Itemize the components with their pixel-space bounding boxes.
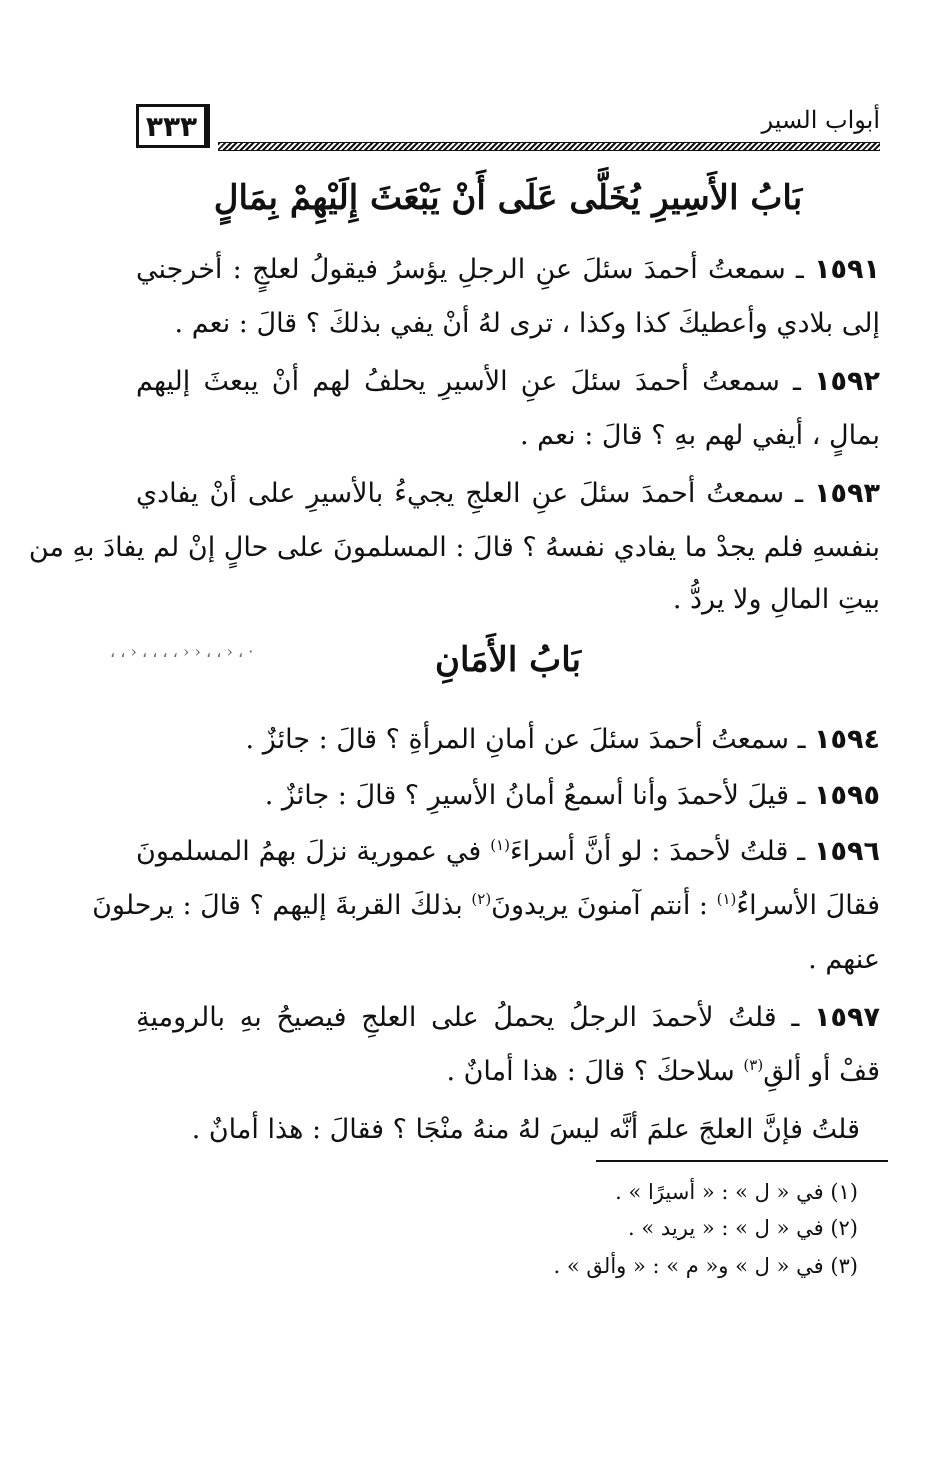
paragraph-1597-line-3: قلتُ فإنَّ العلجَ علمَ أنَّه ليسَ لهُ منهُ منْجَا ؟ فقالَ : هذا أمانٌ . (191, 1114, 860, 1145)
paragraph-text: ـ سمعتُ أحمدَ سئلَ عنِ العلجِ يجيءُ بالأسيرِ على أنْ يفادي (136, 478, 804, 509)
footnote-ref[interactable]: (٢) (471, 890, 492, 908)
footnote-3: (٣) في « ل » و« م » : « وألق » . (553, 1254, 858, 1278)
paragraph-1597-line-1 (136, 998, 880, 1038)
paragraph-text: فقالَ الأسراءُ (736, 890, 880, 921)
running-title: أبواب السير (761, 106, 880, 134)
paragraph-1596-line-2 (92, 886, 880, 926)
paragraph-1591-line-2: إلى بلادي وأعطيكَ كذا وكذا ، ترى لهُ أنْ يفي بذلكَ ؟ قالَ : نعم . (174, 308, 880, 339)
footnote-2: (٢) في « ل » : « يريد » . (628, 1216, 858, 1240)
paragraph-text: ـ قيلَ لأحمدَ وأنا أسمعُ أمانُ الأسيرِ ؟ قالَ : جائزٌ . (264, 780, 806, 811)
paragraph-number: ١٥٩٤ (814, 724, 880, 755)
paragraph-1593-line-2: بنفسهِ فلم يجدْ ما يفادي نفسهُ ؟ قالَ : المسلمونَ على حالٍ إنْ لم يفادَ بهِ من (28, 532, 880, 563)
footnote-ref[interactable]: (٣) (743, 1056, 764, 1074)
chapter-title-captive: بَابُ الأَسِيرِ يُخَلَّى عَلَى أَنْ يَبْعَثَ إِلَيْهِمْ بِمَالٍ (213, 178, 803, 218)
paragraph-text: قفْ أو ألقِ (763, 1056, 880, 1087)
paragraph-1591-line-1 (136, 250, 880, 290)
footnote-separator (596, 1160, 888, 1162)
paragraph-1593-line-1 (136, 474, 880, 514)
handwritten-margin-mark: · ، ‹ ، ، ‹ ‹ ، ، ، ، ‹ ، ، (110, 642, 254, 661)
paragraph-number: ١٥٩٦ (814, 836, 880, 867)
page-number: ٣٣٣ (136, 104, 210, 148)
footnote-ref[interactable]: (١) (716, 890, 737, 908)
header-rule (218, 142, 880, 151)
paragraph-text: بذلكَ القربةَ إليهم ؟ قالَ : يرحلونَ (92, 890, 463, 921)
paragraph-text: ـ قلتُ لأحمدَ الرجلُ يحملُ على العلجِ فيصيحُ بهِ بالروميةِ (136, 1002, 800, 1033)
footnote-ref[interactable]: (١) (490, 836, 510, 854)
footnote-1: (١) في « ل » : « أسيرًا » . (615, 1180, 858, 1204)
paragraph-text: ـ سمعتُ أحمدَ سئلَ عنِ الرجلِ يؤسرُ فيقولُ لعلجٍ : أخرجني (136, 254, 804, 285)
paragraph-number: ١٥٩٢ (814, 366, 880, 397)
paragraph-1596-line-1 (136, 832, 880, 872)
paragraph-text: في عمورية نزلَ بهمُ المسلمونَ (136, 836, 482, 867)
paragraph-1597-line-2 (136, 1052, 880, 1092)
paragraph-text: ـ سمعتُ أحمدَ سئلَ عن أمانِ المرأةِ ؟ قالَ : جائزٌ . (245, 724, 806, 755)
paragraph-number: ١٥٩١ (814, 254, 880, 285)
paragraph-1593-line-3: بيتِ المالِ ولا يردُّ . (672, 584, 880, 615)
paragraph-text: ـ سمعتُ أحمدَ سئلَ عنِ الأسيرِ يحلفُ لهم أنْ يبعثَ إليهم (136, 366, 801, 397)
paragraph-number: ١٥٩٧ (814, 1002, 880, 1033)
paragraph-1594-line-1 (136, 720, 880, 760)
paragraph-1595-line-1 (136, 776, 880, 816)
paragraph-number: ١٥٩٥ (814, 780, 880, 811)
paragraph-1592-line-2: بمالٍ ، أيفي لهم بهِ ؟ قالَ : نعم . (519, 420, 880, 451)
chapter-title-safe-conduct: بَابُ الأَمَانِ (434, 640, 582, 680)
paragraph-text: سلاحكَ ؟ قالَ : هذا أمانٌ . (446, 1056, 735, 1087)
page-header (136, 96, 880, 154)
paragraph-1596-line-3: عنهم . (808, 944, 880, 975)
paragraph-number: ١٥٩٣ (814, 478, 880, 509)
paragraph-text: : أنتم آمنونَ يريدونَ (491, 890, 709, 921)
paragraph-text: ـ قلتُ لأحمدَ : لو أنَّ أسراءَ (509, 836, 806, 867)
paragraph-1592-line-1 (136, 362, 880, 402)
